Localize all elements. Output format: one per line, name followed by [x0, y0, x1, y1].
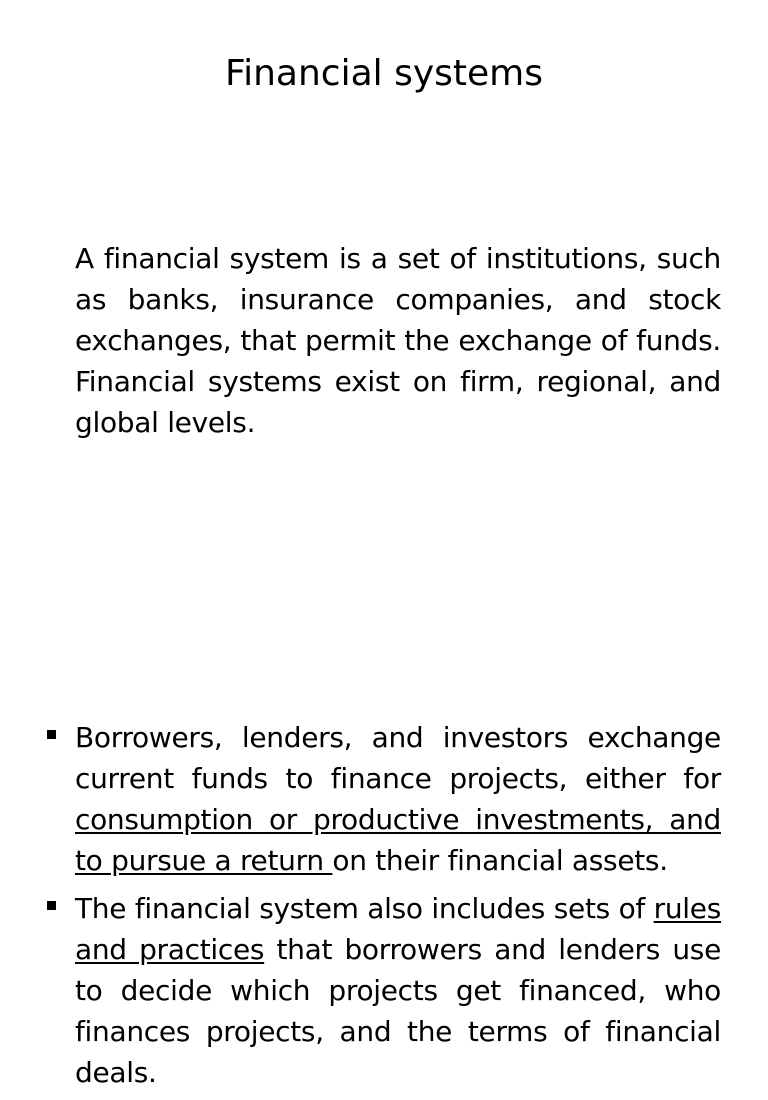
bullet-text: The financial system also includes sets of — [75, 892, 654, 925]
bullet-text: on their financial assets. — [332, 844, 668, 877]
underlined-text: rules and practices — [75, 892, 721, 966]
bullet-text: that borrowers and lenders use to decide which projects get financed, who finances projects, and the terms of financial deals. — [75, 933, 721, 1089]
square-bullet-icon — [47, 730, 56, 739]
underlined-text: consumption or productive investments, and to pursue a return — [75, 803, 721, 877]
bullet-list — [0, 717, 721, 1100]
bullet-text: Borrowers, lenders, and investors exchange current funds to finance projects, either for — [75, 721, 721, 795]
slide-title: Financial systems — [225, 53, 543, 94]
intro-paragraph: A financial system is a set of institutions, such as banks, insurance companies, and stock exchanges, that permit the exchange of funds. Financial systems exist on firm, regional, and global levels. — [75, 242, 721, 439]
bullet-item — [0, 888, 721, 1093]
bullet-item — [0, 717, 721, 881]
square-bullet-icon — [47, 901, 56, 910]
